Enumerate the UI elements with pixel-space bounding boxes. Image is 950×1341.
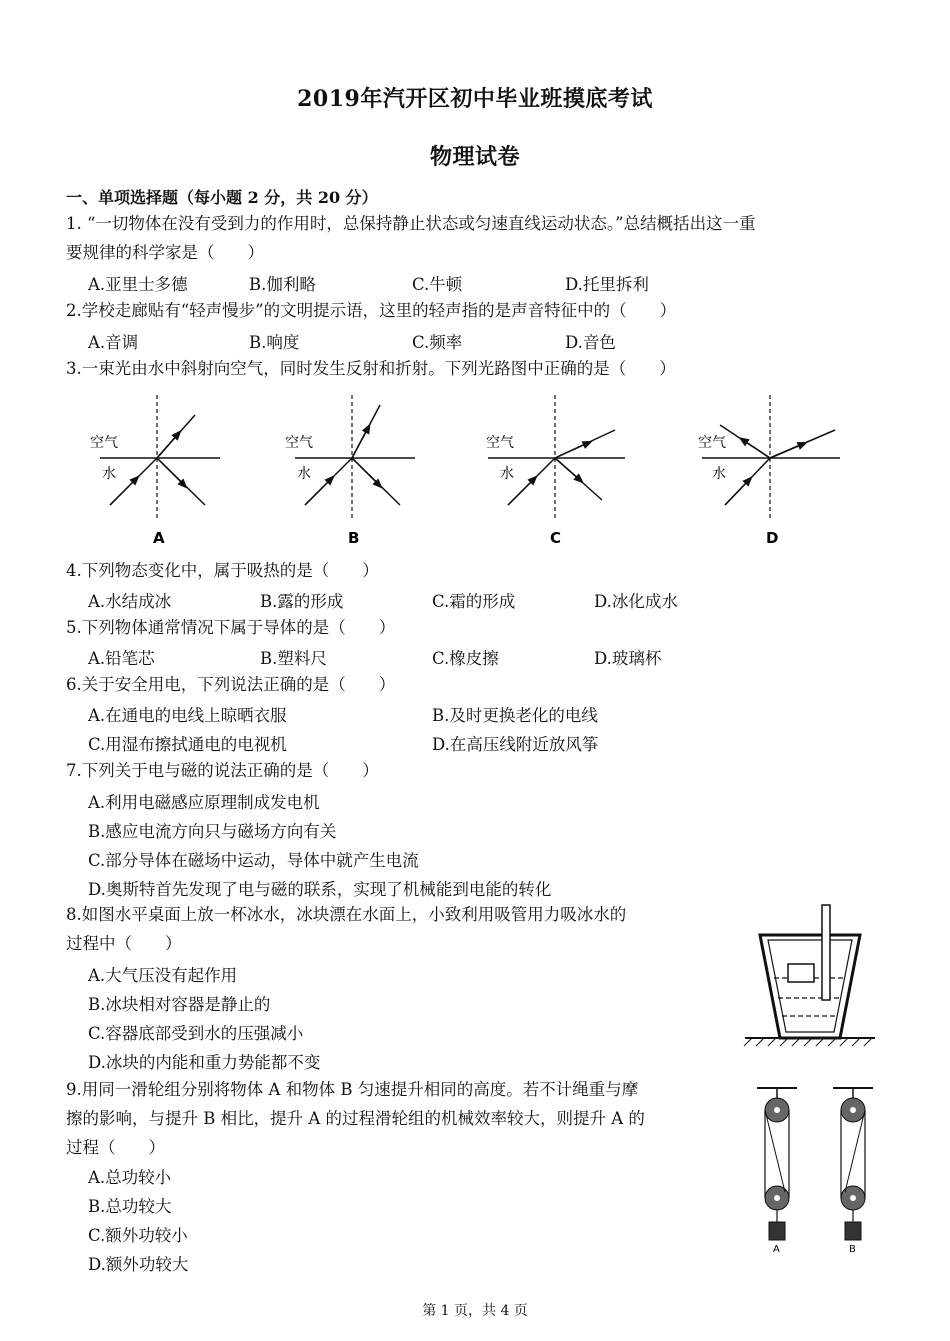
exam-subtitle: 物理试卷 bbox=[429, 144, 520, 170]
q6-option-c[interactable]: C.用湿布擦拭通电的电视机 bbox=[88, 735, 287, 754]
question-3-line1: 3.一束光由水中斜射向空气，同时发生反射和折射。下列光路图中正确的是（ ） bbox=[66, 359, 676, 378]
q5-option-b[interactable]: B.塑料尺 bbox=[260, 649, 327, 668]
question-1-line1: 1. “一切物体在没有受到力的作用时，总保持静止状态或匀速直线运动状态。”总结概括出这一重 bbox=[66, 214, 756, 233]
pulley-system-a bbox=[765, 1088, 789, 1255]
q2-option-d[interactable]: D.音色 bbox=[565, 333, 616, 352]
question-7-line1: 7.下列关于电与磁的说法正确的是（ ） bbox=[66, 761, 379, 780]
q6-option-b[interactable]: B.及时更换老化的电线 bbox=[432, 706, 598, 725]
figure-b-water-label: 水 bbox=[297, 466, 311, 482]
question-8-line1: 8.如图水平桌面上放一杯冰水，冰块漂在水面上，小致利用吸管用力吸冰水的 bbox=[66, 905, 627, 924]
question-6-line1: 6.关于安全用电，下列说法正确的是（ ） bbox=[66, 675, 396, 694]
exam-title: 2019年汽开区初中毕业班摸底考试 bbox=[297, 86, 653, 112]
q7-option-c[interactable]: C.部分导体在磁场中运动，导体中就产生电流 bbox=[88, 851, 419, 870]
q1-option-d[interactable]: D.托里拆利 bbox=[565, 275, 649, 294]
q5-option-a[interactable]: A.铅笔芯 bbox=[88, 649, 155, 668]
question-8-line2: 过程中（ ） bbox=[66, 934, 182, 953]
figure-a-letter: A bbox=[153, 529, 165, 547]
pulley-systems-figure bbox=[745, 1080, 895, 1255]
q9-option-d[interactable]: D.额外功较大 bbox=[88, 1255, 189, 1274]
q4-option-c[interactable]: C.霜的形成 bbox=[432, 592, 516, 611]
q9-option-c[interactable]: C.额外功较小 bbox=[88, 1226, 188, 1245]
pulley-b-label: B bbox=[849, 1244, 856, 1255]
question-2-line1: 2.学校走廊贴有“轻声慢步”的文明提示语，这里的轻声指的是声音特征中的（ ） bbox=[66, 301, 677, 320]
question-5-line1: 5.下列物体通常情况下属于导体的是（ ） bbox=[66, 618, 396, 637]
q5-option-d[interactable]: D.玻璃杯 bbox=[594, 649, 662, 668]
q1-option-b[interactable]: B.伽利略 bbox=[249, 275, 316, 294]
figure-b[interactable] bbox=[285, 395, 415, 547]
q1-option-a[interactable]: A.亚里士多德 bbox=[88, 275, 188, 294]
figure-a[interactable] bbox=[90, 395, 220, 547]
pulley-system-b bbox=[841, 1088, 865, 1255]
q2-option-a[interactable]: A.音调 bbox=[88, 333, 139, 352]
figure-d[interactable] bbox=[698, 395, 840, 547]
q7-option-a[interactable]: A.利用电磁感应原理制成发电机 bbox=[88, 793, 320, 812]
figure-c-air-label: 空气 bbox=[486, 435, 514, 451]
q1-option-c[interactable]: C.牛顿 bbox=[412, 275, 463, 294]
figure-a-air-label: 空气 bbox=[90, 435, 118, 451]
page-footer: 第 1 页，共 4 页 bbox=[422, 1303, 528, 1319]
figure-d-water-label: 水 bbox=[712, 466, 726, 482]
figure-b-letter: B bbox=[348, 529, 360, 547]
section-heading: 一、单项选择题（每小题 2 分，共 20 分） bbox=[66, 188, 378, 207]
figure-c-letter: C bbox=[550, 529, 562, 547]
ice-water-cup-figure bbox=[740, 900, 880, 1050]
pulley-a-label: A bbox=[773, 1244, 780, 1255]
question-1-line2: 要规律的科学家是（ ） bbox=[66, 243, 264, 262]
q6-option-a[interactable]: A.在通电的电线上晾晒衣服 bbox=[88, 706, 287, 725]
q5-option-c[interactable]: C.橡皮擦 bbox=[432, 649, 499, 668]
figure-d-letter: D bbox=[766, 529, 779, 547]
q6-option-d[interactable]: D.在高压线附近放风筝 bbox=[432, 735, 599, 754]
light-path-figures bbox=[80, 390, 860, 550]
q7-option-b[interactable]: B.感应电流方向只与磁场方向有关 bbox=[88, 822, 337, 841]
question-9-line1: 9.用同一滑轮组分别将物体 A 和物体 B 匀速提升相同的高度。若不计绳重与摩 bbox=[66, 1080, 639, 1099]
q9-option-a[interactable]: A.总功较小 bbox=[88, 1168, 172, 1187]
q8-option-a[interactable]: A.大气压没有起作用 bbox=[88, 966, 238, 985]
figure-c[interactable] bbox=[486, 395, 625, 547]
q4-option-b[interactable]: B.露的形成 bbox=[260, 592, 344, 611]
q2-option-c[interactable]: C.频率 bbox=[412, 333, 463, 352]
question-9-line2: 擦的影响，与提升 B 相比，提升 A 的过程滑轮组的机械效率较大，则提升 A 的 bbox=[66, 1109, 645, 1128]
q9-option-b[interactable]: B.总功较大 bbox=[88, 1197, 172, 1216]
q7-option-d[interactable]: D.奥斯特首先发现了电与磁的联系，实现了机械能到电能的转化 bbox=[88, 880, 552, 899]
q8-option-d[interactable]: D.冰块的内能和重力势能都不变 bbox=[88, 1053, 321, 1072]
q4-option-d[interactable]: D.冰化成水 bbox=[594, 592, 678, 611]
figure-d-air-label: 空气 bbox=[698, 435, 726, 451]
figure-b-air-label: 空气 bbox=[285, 435, 313, 451]
q2-option-b[interactable]: B.响度 bbox=[249, 333, 300, 352]
q8-option-c[interactable]: C.容器底部受到水的压强减小 bbox=[88, 1024, 304, 1043]
figure-c-water-label: 水 bbox=[500, 466, 514, 482]
question-4-line1: 4.下列物态变化中，属于吸热的是（ ） bbox=[66, 561, 379, 580]
figure-a-water-label: 水 bbox=[102, 466, 116, 482]
q4-option-a[interactable]: A.水结成冰 bbox=[88, 592, 172, 611]
question-9-line3: 过程（ ） bbox=[66, 1138, 165, 1157]
q8-option-b[interactable]: B.冰块相对容器是静止的 bbox=[88, 995, 271, 1014]
